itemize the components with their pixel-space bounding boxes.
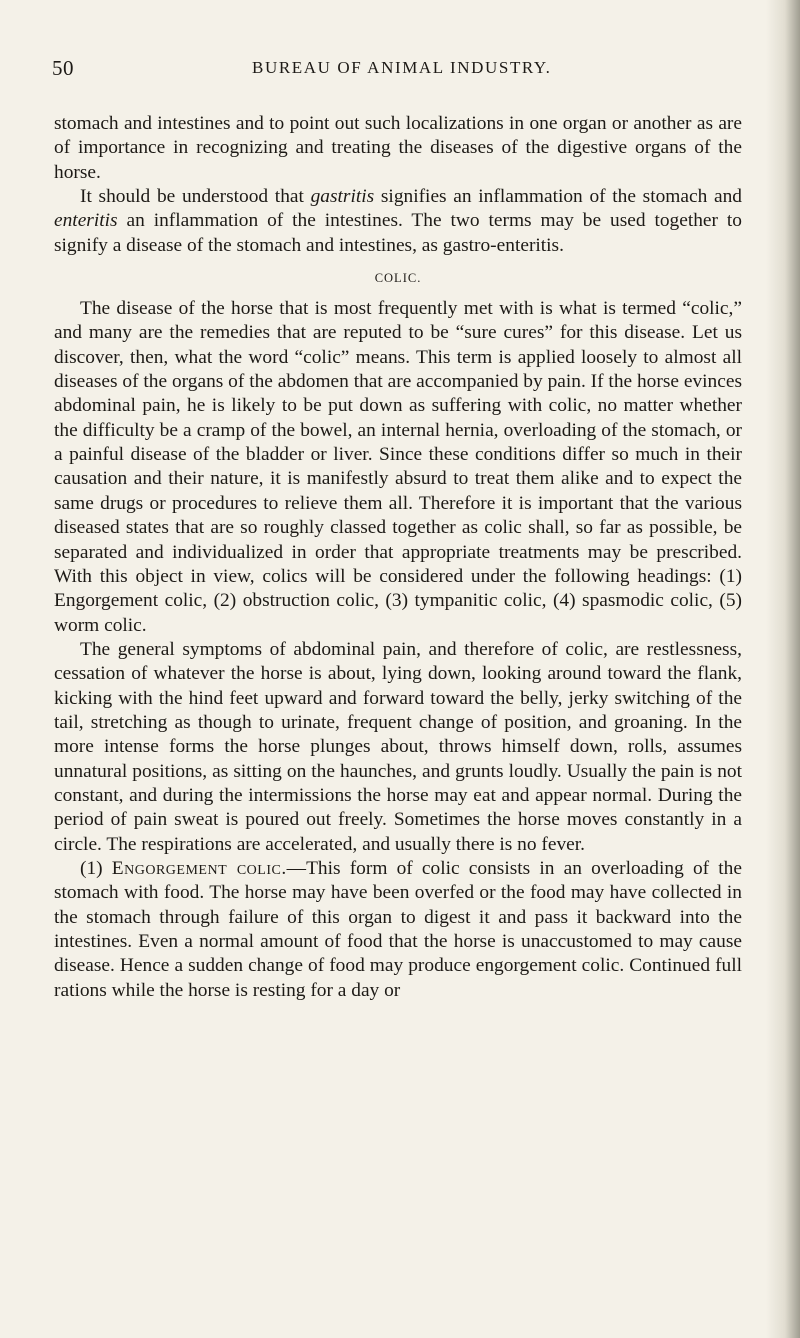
running-head-title: BUREAU OF ANIMAL INDUSTRY.: [252, 58, 552, 77]
text-run: —This form of colic consists in an overloading of the stomach with food. The horse may have been overfed or the food may have collected in the stomach through failure of this organ to digest it and pass it backward into the intestines. Even a normal amount of food that the horse is unaccustomed to may cause disease. Hence a sudden change of food may produce engorgement colic. Continued full rations while the horse is resting for a day or: [54, 857, 742, 1001]
body-text: [54, 112, 742, 1003]
paragraph-engorgement-colic: [54, 857, 742, 1003]
subsection-heading-engorgement: Engorgement colic.: [111, 857, 287, 879]
term-enteritis: enteritis: [54, 210, 118, 232]
text-run: signifies an inflammation of the stomach and: [374, 186, 742, 208]
list-number: (1): [80, 857, 112, 879]
paragraph-continued: stomach and intestines and to point out such localizations in one organ or another as are of importance in recognizing and treating the diseases of the digestive organs of the horse.: [54, 113, 742, 183]
running-head: [52, 56, 744, 82]
section-heading-colic: COLIC.: [374, 271, 422, 286]
term-gastritis: gastritis: [310, 186, 375, 208]
paragraph-colic-symptoms: The general symptoms of abdominal pain, and therefore of colic, are restlessness, cessation of whatever the horse is about, lying down, looking around toward the flank, kicking with the hind feet upward and forward toward the belly, jerky switching of the tail, stretching as though to urinate, frequent change of position, and groaning. In the more intense forms the horse plunges about, throws himself down, rolls, assumes unnatural positions, as sitting on the haunches, and grunts loudly. Usually the pain is not constant, and during the intermissions the horse may eat and appear normal. During the period of pain sweat is poured out freely. Sometimes the horse moves constantly in a circle. The respirations are accelerated, and usually there is no fever.: [54, 638, 742, 855]
page-number: 50: [52, 56, 74, 80]
paragraph-colic-definition: The disease of the horse that is most frequently met with is what is termed “colic,” and many are the remedies that are reputed to be “sure cures” for this disease. Let us discover, then, what the word “colic” means. This term is applied loosely to almost all diseases of the organs of the abdomen that are accompanied by pain. If the horse evinces abdominal pain, he is likely to be put down as suffering with colic, no matter whether the difficulty be a cramp of the bowel, an internal hernia, overloading of the stomach, or a painful disease of the bladder or liver. Since these conditions differ so much in their causation and their nature, it is manifestly absurd to treat them alike and to expect the same drugs or procedures to relieve them all. Therefore it is important that the various diseased states that are so roughly classed together as colic shall, so far as possible, be separated and individualized in order that appropriate treatments may be prescribed. With this object in view, colics will be considered under the following headings: (1) Engorgement colic, (2) obstruction colic, (3) tympanitic colic, (4) spasmodic colic, (5) worm colic.: [54, 298, 742, 636]
text-run: an inflammation of the intestines. The two terms may be used together to signify a disease of the stomach and intestines, as gastro-enteritis.: [54, 210, 742, 256]
paragraph-gastritis: [54, 185, 742, 258]
text-run: It should be understood that: [80, 186, 311, 208]
page-edge-shadow: [766, 0, 800, 1338]
